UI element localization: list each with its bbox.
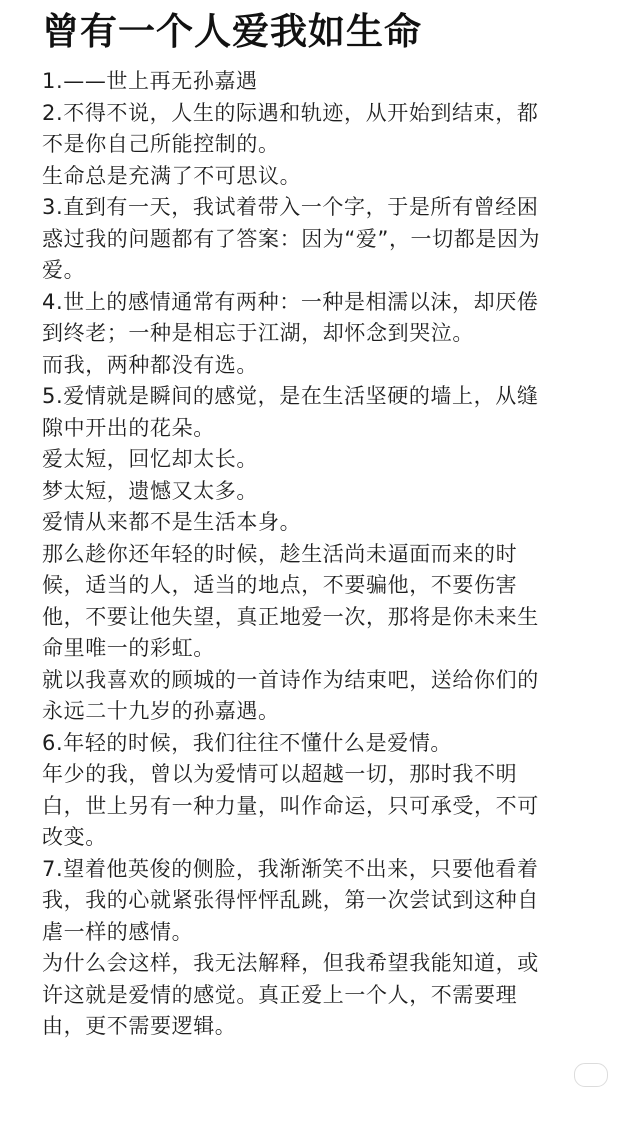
text-line: 命里唯一的彩虹。 bbox=[42, 636, 215, 660]
text-line: 永远二十九岁的孙嘉遇。 bbox=[42, 699, 280, 723]
text-line: 1.——世上再无孙嘉遇 bbox=[42, 69, 258, 93]
text-line: 不是你自己所能控制的。 bbox=[42, 132, 280, 156]
text-line: 许这就是爱情的感觉。真正爱上一个人，不需要理 bbox=[42, 982, 518, 1007]
text-line: 6.年轻的时候，我们往往不懂什么是爱情。 bbox=[42, 730, 453, 755]
text-line: 4.世上的感情通常有两种：一种是相濡以沫，却厌倦 bbox=[42, 289, 539, 314]
text-line: 3.直到有一天，我试着带入一个字，于是所有曾经困 bbox=[42, 195, 539, 219]
text-line: 爱太短，回忆却太长。 bbox=[42, 447, 258, 471]
text-line: 2.不得不说，人生的际遇和轨迹，从开始到结束，都 bbox=[42, 100, 539, 125]
text-line: 他，不要让他失望，真正地爱一次，那将是你未来生 bbox=[42, 604, 539, 629]
text-line: 年少的我，曾以为爱情可以超越一切，那时我不明 bbox=[42, 762, 518, 786]
text-line: 我，我的心就紧张得怦怦乱跳，第一次尝试到这种自 bbox=[42, 888, 539, 912]
text-line: 候，适当的人，适当的地点，不要骗他，不要伤害 bbox=[42, 573, 518, 597]
text-line: 那么趁你还年轻的时候，趁生活尚未逼面而来的时 bbox=[42, 541, 518, 566]
text-line: 梦太短，遗憾又太多。 bbox=[42, 478, 258, 503]
watermark bbox=[500, 1063, 630, 1113]
text-line: 爱。 bbox=[42, 258, 86, 282]
text-line: 白，世上另有一种力量，叫作命运，只可承受，不可 bbox=[42, 793, 539, 818]
text-line: 生命总是充满了不可思议。 bbox=[42, 163, 302, 188]
text-line: 为什么会这样，我无法解释，但我希望我能知道，或 bbox=[42, 951, 539, 975]
text-line: 7.望着他英俊的侧脸，我渐渐笑不出来，只要他看着 bbox=[42, 856, 539, 881]
body-text bbox=[42, 66, 604, 1043]
text-line: 由，更不需要逻辑。 bbox=[42, 1014, 237, 1038]
text-line: 虐一样的感情。 bbox=[42, 919, 194, 944]
page-title: 曾有一个人爱我如生命 bbox=[42, 10, 422, 53]
watermark-logo-icon bbox=[574, 1063, 608, 1087]
text-line: 隙中开出的花朵。 bbox=[42, 415, 215, 440]
text-line: 就以我喜欢的顾城的一首诗作为结束吧，送给你们的 bbox=[42, 667, 539, 692]
text-line: 改变。 bbox=[42, 825, 107, 849]
text-line: 爱情从来都不是生活本身。 bbox=[42, 510, 302, 534]
text-line: 惑过我的问题都有了答案：因为“爱”，一切都是因为 bbox=[42, 226, 541, 251]
text-line: 而我，两种都没有选。 bbox=[42, 352, 258, 377]
text-line: 5.爱情就是瞬间的感觉，是在生活坚硬的墙上，从缝 bbox=[42, 384, 539, 408]
text-line: 到终老；一种是相忘于江湖，却怀念到哭泣。 bbox=[42, 321, 474, 345]
